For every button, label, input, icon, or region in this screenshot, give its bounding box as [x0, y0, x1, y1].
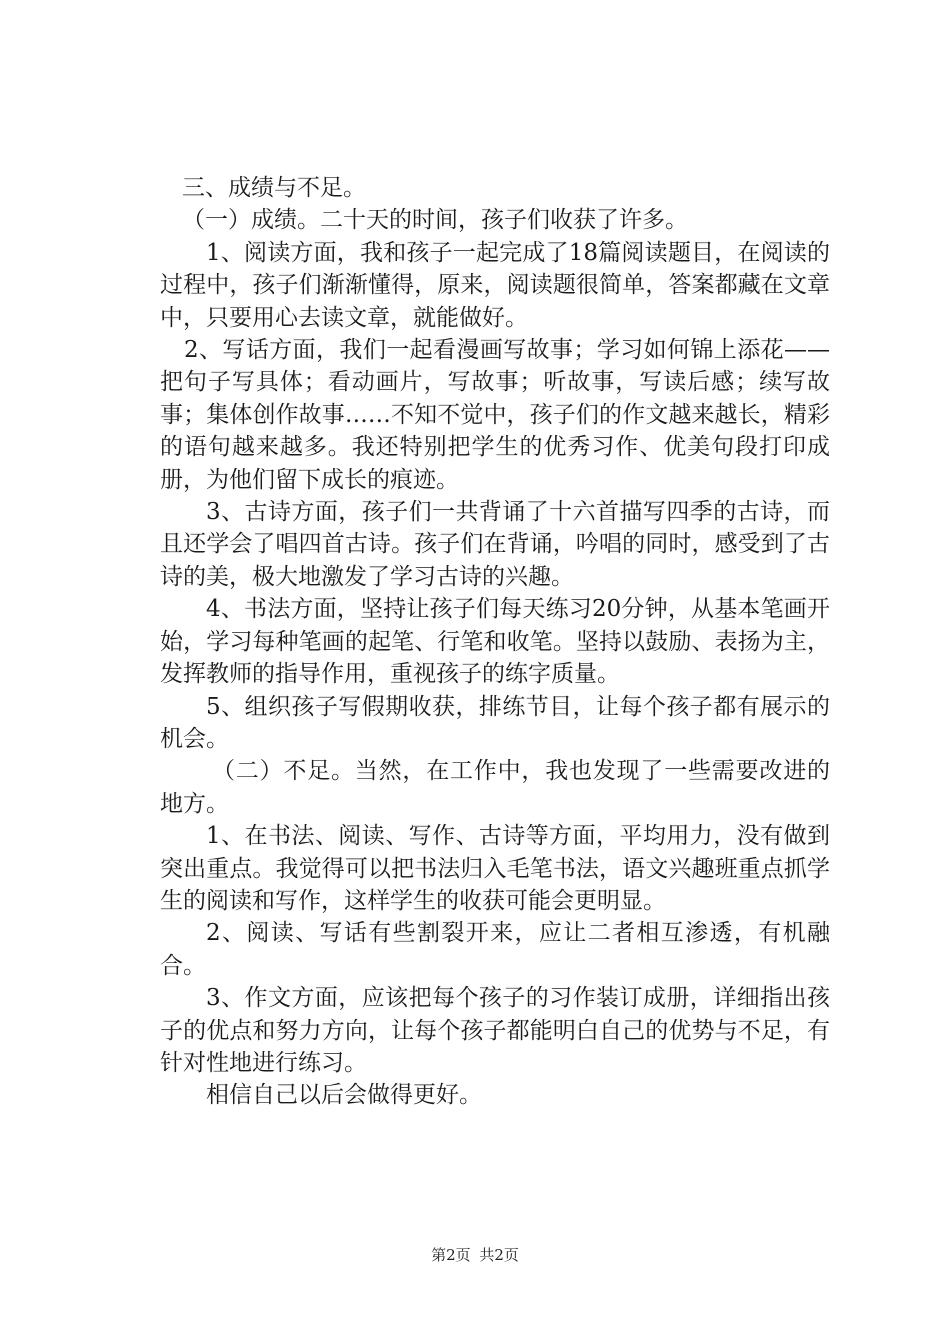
- section-heading: 三、成绩与不足。: [182, 175, 366, 201]
- paragraph-focus: 1、在书法、阅读、写作、古诗等方面，平均用力，没有做到突出重点。我觉得可以把书法归入毛笔书法，语文兴趣班重点抓学生的阅读和写作，这样学生的收获可能会更明显。: [160, 823, 830, 914]
- subsection-achievements: （一）成绩。二十天的时间，孩子们收获了许多。: [182, 207, 688, 234]
- subsection-shortcomings: （二）不足。当然，在工作中，我也发现了一些需要改进的地方。: [160, 758, 830, 817]
- paragraph-writing: 2、写话方面，我们一起看漫画写故事；学习如何锦上添花——把句子写具体；看动画片，写故事；听故事，写读后感；续写故事；集体创作故事……不知不觉中，孩子们的作文越来越长，精彩的语句越来越多。我还特别把学生的优秀习作、优美句段打印成册，为他们留下成长的痕迹。: [160, 337, 830, 493]
- paragraph-composition: 3、作文方面，应该把每个孩子的习作装订成册，详细指出孩子的优点和努力方向，让每个孩子都能明白自己的优势与不足，有针对性地进行练习。: [160, 985, 830, 1076]
- paragraph-reading: 1、阅读方面，我和孩子一起完成了18篇阅读题目，在阅读的过程中，孩子们渐渐懂得，原来，阅读题很简单，答案都藏在文章中，只要用心去读文章，就能做好。: [160, 239, 830, 331]
- page-footer: [0, 1244, 950, 1265]
- paragraph-activities: 5、组织孩子写假期收获，排练节目，让每个孩子都有展示的机会。: [160, 693, 830, 752]
- page-total: 共2页: [479, 1246, 519, 1264]
- page-number: 第2页: [431, 1246, 471, 1264]
- paragraph-integration: 2、阅读、写话有些割裂开来，应让二者相互渗透，有机融合。: [160, 920, 830, 979]
- document-body: [160, 172, 830, 1112]
- paragraph-calligraphy: 4、书法方面，坚持让孩子们每天练习20分钟，从基本笔画开始，学习每种笔画的起笔、行笔和收笔。坚持以鼓励、表扬为主，发挥教师的指导作用，重视孩子的练字质量。: [160, 596, 830, 688]
- paragraph-closing: 相信自己以后会做得更好。: [206, 1082, 482, 1109]
- paragraph-poetry: 3、古诗方面，孩子们一共背诵了十六首描写四季的古诗，而且还学会了唱四首古诗。孩子们在背诵，吟唱的同时，感受到了古诗的美，极大地激发了学习古诗的兴趣。: [160, 499, 830, 590]
